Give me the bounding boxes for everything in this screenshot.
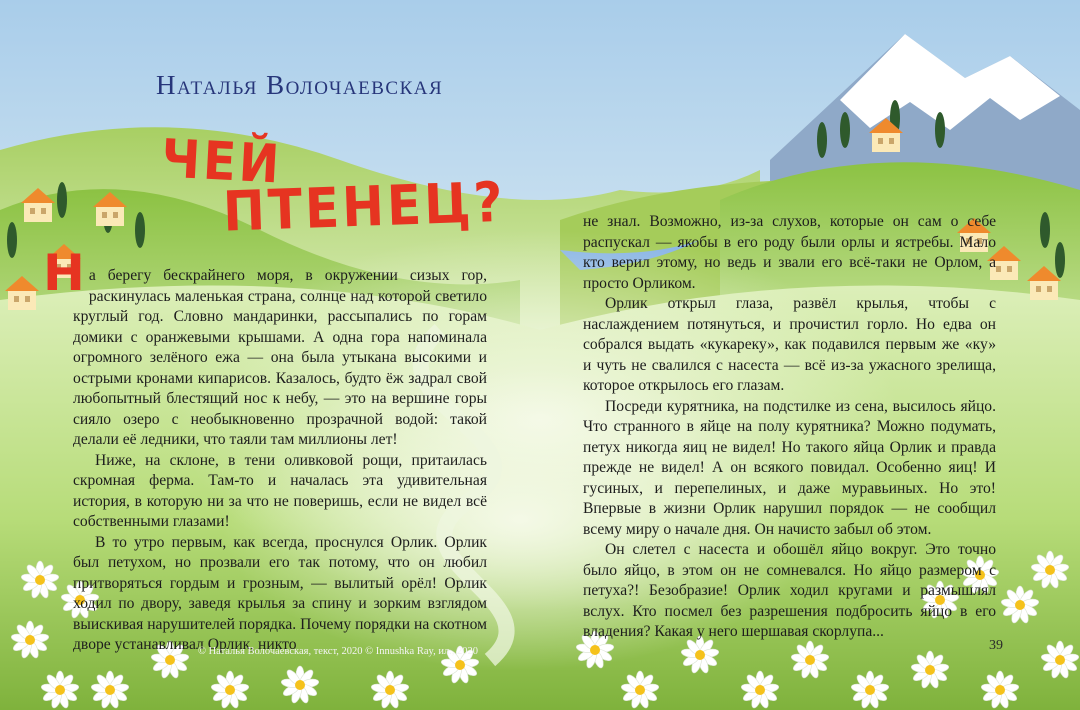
paragraph: Ниже, на склоне, в тени оливковой рощи, притаилась скромная ферма. Там-то и началась эта удивительная история, в которую ни за что не поверишь, если не видел всё собственными глазами! <box>73 451 487 530</box>
text-column-right <box>583 212 996 643</box>
paragraph: В то утро первым, как всегда, проснулся Орлик. Орлик был петухом, но прозвали его так потому, что он любил притворяться гордым и грозным, — вылитый орёл! Орлик ходил по двору, заведя крылья за спину и зорким взглядом выискивая нарушителей порядка. Почему порядки на скотном дворе устанавливал Орлик, никто <box>73 533 487 653</box>
title-line-2: ПТЕНЕЦ? <box>222 170 507 244</box>
paragraph: не знал. Возможно, из-за слухов, которые он сам о себе распускал — якобы в его роду были орлы и ястребы. Мало кто верил этому, но ведь и звали его всё-таки не Орлом, а просто Орликом. <box>583 213 996 292</box>
copyright-credits: © Наталья Волочаевская, текст, 2020 © Innushka Ray, ил., 2020 <box>198 646 479 657</box>
title-line-1: ЧЕЙ <box>159 128 284 196</box>
text-column-left <box>43 244 487 656</box>
page-number: 39 <box>989 638 1003 653</box>
paragraph: а берегу бескрайнего моря, в окружении сизых гор, раскинулась маленькая страна, солнце над которой светило круглый год. Словно мандаринки, рассыпались по горам домики с оранжевыми крышами. А одна гора напоминала огромного зелёного ежа — она была утыкана высокими и острыми кронами кипарисов. Казалось, будто ёж задрал свой любопытный блестящий нос к небу, — это на вершине горы сияло озеро с необыкновенно прозрачной водой: такой делали её ледники, что таяли там миллионы лет! <box>73 267 487 448</box>
drop-cap: Н <box>43 244 85 302</box>
paragraph: Посреди курятника, на подстилке из сена, высилось яйцо. Что странного в яйце на полу курятника? Можно подумать, петух никогда яиц не видел! Но такого яйца Орлик и правда прежде не видел! А он всякого повидал. Особенно яиц! И гусиных, и перепелиных, и даже муравьиных. Но это! Впервые в жизни Орлик нарушил порядок — не сообщил всему миру о начале дня. Он начисто забыл об этом. <box>583 397 996 538</box>
paragraph: Он слетел с насеста и обошёл яйцо вокруг. Это точно было яйцо, в этом он не сомневался. Но яйцо размером с петуха?! Безобразие! Орлик ходил кругами и размышлял вслух. Кто посмел без разрешения подбросить яйцо в его владения? Какая у него шершавая скорлупа... <box>583 541 996 640</box>
author-name: Наталья Волочаевская <box>156 70 444 100</box>
paragraph: Орлик открыл глаза, развёл крылья, чтобы с наслаждением потянуться, и прочистил горло. Но едва он собрался выдать «кукареку», как подавился первым же «ку» и чуть не свалился с насеста — всё из-за ужасного зрелища, которое открылось его глазам. <box>583 295 996 394</box>
